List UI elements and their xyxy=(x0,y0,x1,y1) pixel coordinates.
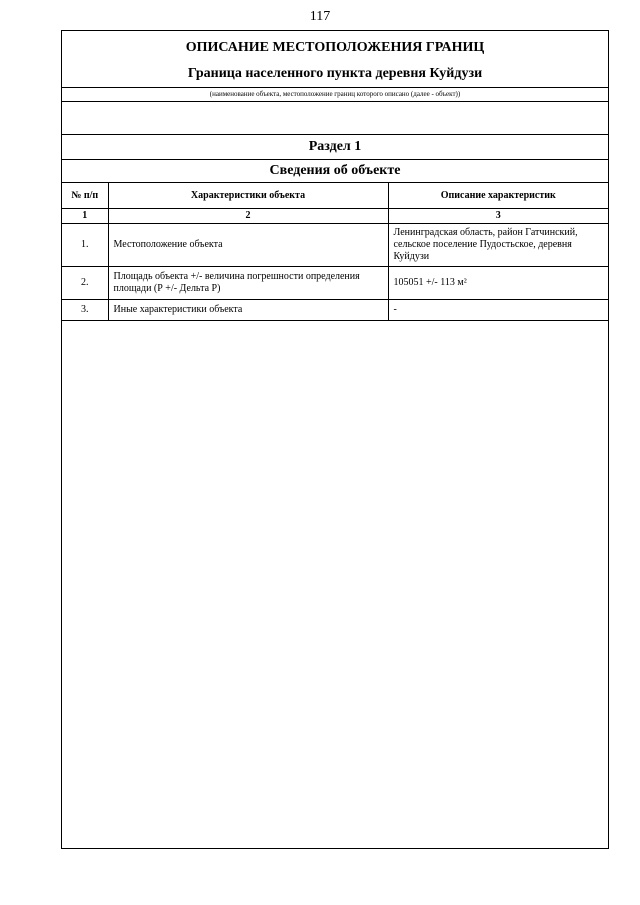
column-header-description: Описание характеристик xyxy=(388,183,608,208)
row-number: 3. xyxy=(62,299,108,320)
title-block xyxy=(62,31,608,88)
row-number: 1. xyxy=(62,223,108,266)
column-number-1: 1 xyxy=(62,208,108,223)
row-characteristic: Местоположение объекта xyxy=(113,238,223,250)
characteristics-table xyxy=(62,183,608,321)
page-number: 117 xyxy=(309,9,331,24)
object-name: Граница населенного пункта деревня Куйдузи xyxy=(187,66,483,81)
row-characteristic: Иные характеристики объекта xyxy=(113,303,243,315)
spacer-row xyxy=(62,102,608,135)
row-number: 2. xyxy=(62,266,108,299)
document-title: ОПИСАНИЕ МЕСТОПОЛОЖЕНИЯ ГРАНИЦ xyxy=(185,40,485,55)
object-note: (наименование объекта, местоположение границ которого описано (далее - объект)) xyxy=(62,88,608,102)
table-header-row xyxy=(62,183,608,208)
table-row xyxy=(62,266,608,299)
row-description: - xyxy=(393,303,397,315)
row-characteristic: Площадь объекта +/- величина погрешности определения площади (Р +/- Дельта Р) xyxy=(113,270,360,294)
table-column-numbers-row xyxy=(62,208,608,223)
table-row xyxy=(62,223,608,266)
column-number-3: 3 xyxy=(388,208,608,223)
row-description: 105051 +/- 113 м² xyxy=(393,276,467,288)
row-description: Ленинградская область, район Гатчинский, сельское поселение Пудостьское, деревня Куйдузи xyxy=(393,226,578,262)
section-subtitle: Сведения об объекте xyxy=(62,160,608,183)
column-header-number: № п/п xyxy=(62,183,108,208)
document-frame xyxy=(61,30,609,849)
column-number-2: 2 xyxy=(108,208,388,223)
section-title: Раздел 1 xyxy=(62,135,608,160)
column-header-characteristic: Характеристики объекта xyxy=(108,183,388,208)
table-row xyxy=(62,299,608,320)
